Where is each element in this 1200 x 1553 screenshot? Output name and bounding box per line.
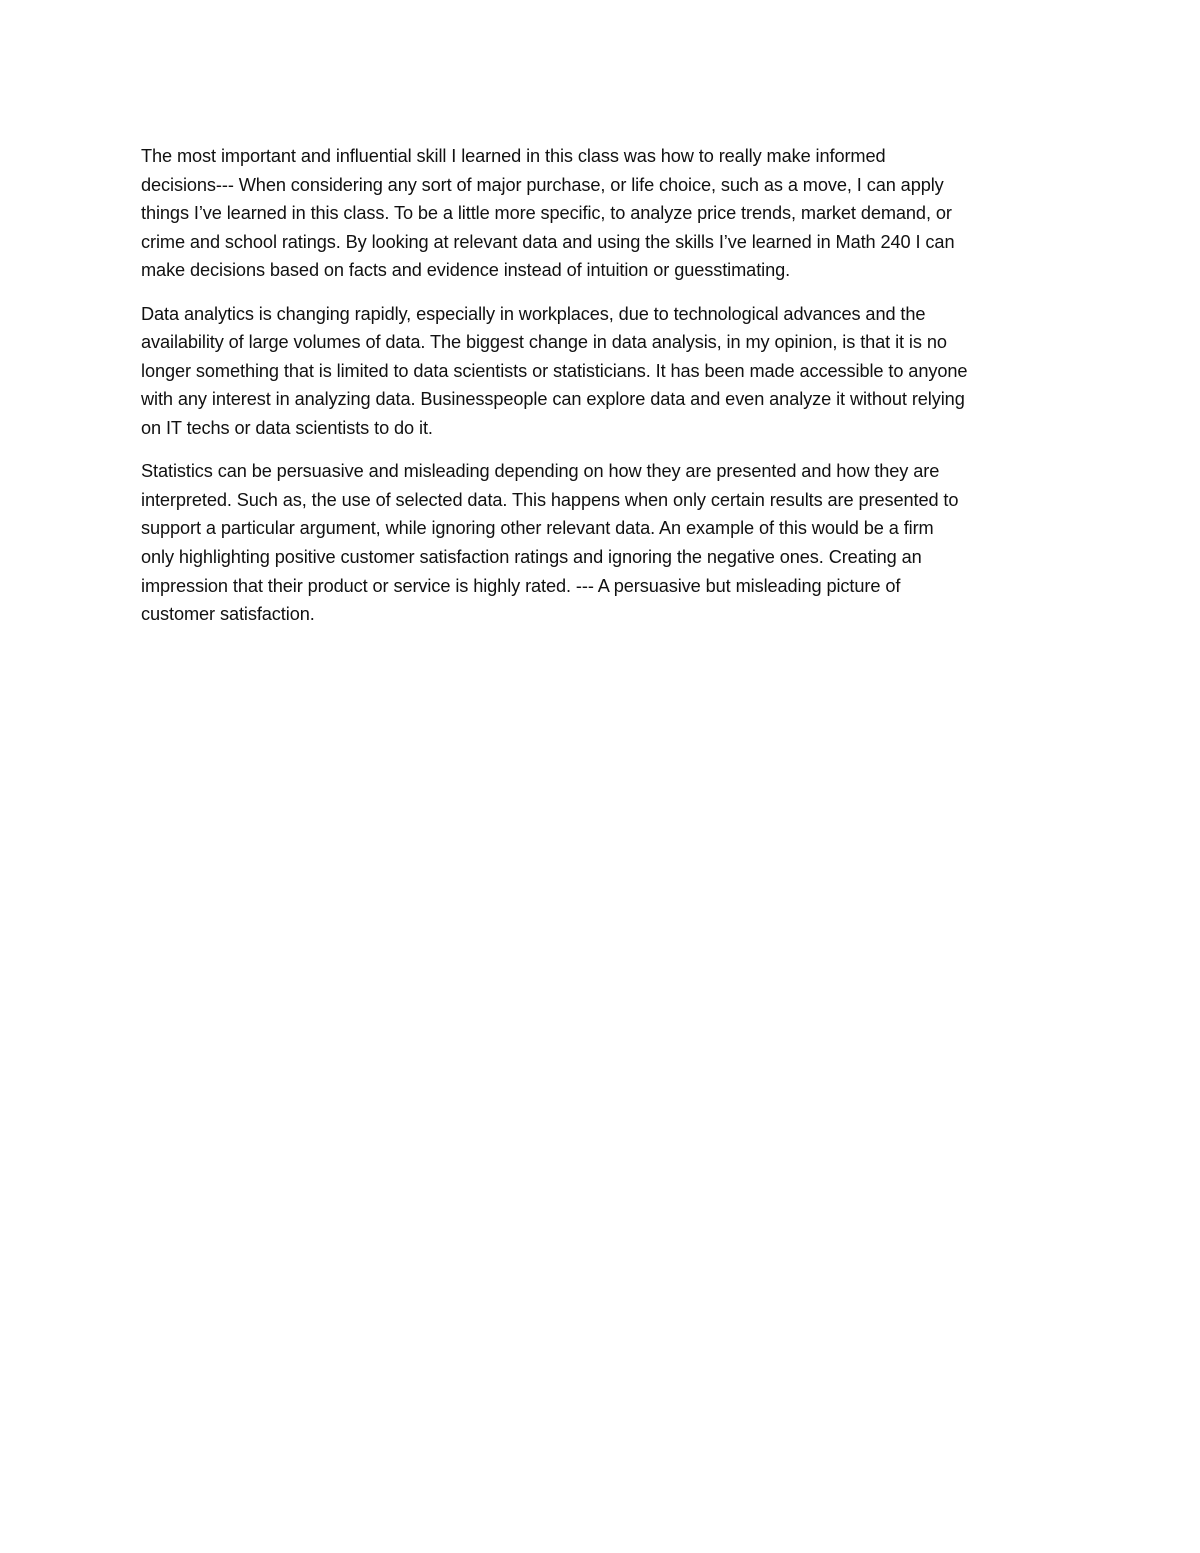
text-line: interpreted. Such as, the use of selected data. This happens when only certain results are presented to [141, 489, 959, 510]
text-line: only highlighting positive customer satisfaction ratings and ignoring the negative ones. Creating an [141, 546, 922, 567]
paragraph-2 [141, 300, 1061, 443]
text-line: Data analytics is changing rapidly, especially in workplaces, due to technological advances and the [141, 303, 926, 324]
text-line: make decisions based on facts and evidence instead of intuition or guesstimating. [141, 260, 791, 281]
text-line: Statistics can be persuasive and misleading depending on how they are presented and how they are [141, 461, 940, 482]
text-line: things I’ve learned in this class. To be a little more specific, to analyze price trends, market demand, or [141, 203, 952, 224]
text-line: on IT techs or data scientists to do it. [141, 417, 433, 438]
text-line: crime and school ratings. By looking at relevant data and using the skills I’ve learned in Math 240 I can [141, 231, 955, 252]
text-line: with any interest in analyzing data. Businesspeople can explore data and even analyze it without relying [141, 389, 965, 410]
text-line: longer something that is limited to data scientists or statisticians. It has been made accessible to anyone [141, 360, 968, 381]
text-line: availability of large volumes of data. The biggest change in data analysis, in my opinion, is that it is no [141, 332, 947, 353]
paragraph-1 [141, 142, 1061, 285]
document-body [141, 142, 1061, 643]
text-line: The most important and influential skill I learned in this class was how to really make informed [141, 146, 886, 166]
text-line: support a particular argument, while ignoring other relevant data. An example of this would be a firm [141, 518, 934, 539]
paragraph-3 [141, 457, 1061, 629]
text-line: customer satisfaction. [141, 604, 315, 625]
text-line: decisions--- When considering any sort of major purchase, or life choice, such as a move, I can apply [141, 174, 944, 195]
text-line: impression that their product or service is highly rated. --- A persuasive but misleading picture of [141, 575, 901, 596]
